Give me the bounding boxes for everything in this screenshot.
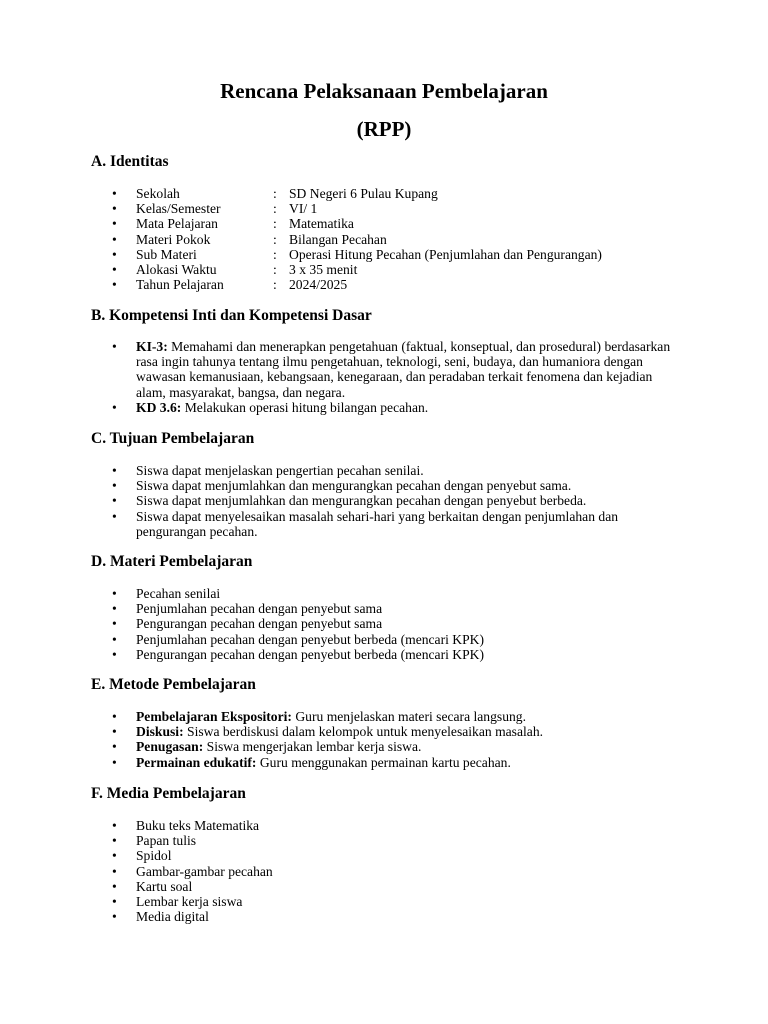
identity-colon: : bbox=[273, 231, 277, 247]
list-item: • Media digital bbox=[91, 909, 681, 924]
list-item: • Buku teks Matematika bbox=[91, 818, 681, 833]
identity-colon: : bbox=[273, 201, 277, 217]
identity-label: • Sub Materi bbox=[136, 246, 197, 262]
identity-colon: : bbox=[273, 262, 277, 278]
identity-colon: : bbox=[273, 277, 277, 293]
item-text: Memahami dan menerapkan pengetahuan (faktual, konseptual, dan prosedural) berdasarkan rasa ingin tahunya tentang ilmu pengetahuan, teknologi, seni, budaya, dan humaniora dengan wawasan kemanusiaan, kebangsaan, kenegaraan, dan peradaban terkait fenomena dan kejadian alam, masyarakat, bangsa, dan negara. bbox=[136, 339, 671, 400]
identity-value: 2024/2025 bbox=[289, 277, 348, 293]
section-heading: C. Tujuan Pembelajaran bbox=[91, 430, 255, 447]
identity-colon: : bbox=[273, 216, 277, 232]
identity-colon: : bbox=[273, 186, 277, 201]
identity-label: • Tahun Pelajaran bbox=[136, 277, 224, 293]
list-item bbox=[91, 262, 681, 277]
metode-list bbox=[91, 709, 691, 770]
section-metode bbox=[91, 675, 691, 770]
item-text: Guru menjelaskan materi secara langsung. bbox=[291, 709, 526, 724]
list-item: • Kartu soal bbox=[91, 879, 681, 894]
item-label: Diskusi: bbox=[136, 724, 184, 740]
list-item bbox=[91, 247, 681, 262]
list-item: • Papan tulis bbox=[91, 833, 681, 848]
item-label: Permainan edukatif: bbox=[136, 754, 257, 770]
list-item bbox=[91, 339, 681, 400]
item-label: KI-3: bbox=[136, 339, 168, 354]
section-tujuan bbox=[91, 429, 691, 539]
item-label: Pembelajaran Ekspositori: bbox=[136, 709, 292, 724]
section-materi bbox=[91, 552, 691, 662]
list-item: • Pengurangan pecahan dengan penyebut berbeda (mencari KPK) bbox=[91, 647, 681, 662]
list-item bbox=[91, 216, 681, 231]
document-subtitle: (RPP) bbox=[356, 117, 412, 141]
item-label: KD 3.6: bbox=[136, 399, 182, 415]
section-heading: B. Kompetensi Inti dan Kompetensi Dasar bbox=[91, 307, 372, 324]
identity-label: • Sekolah bbox=[136, 186, 180, 201]
document-title: Rencana Pelaksanaan Pembelajaran bbox=[220, 79, 548, 103]
list-item: • Penjumlahan pecahan dengan penyebut berbeda (mencari KPK) bbox=[91, 632, 681, 647]
materi-list bbox=[91, 586, 691, 662]
list-item: • Lembar kerja siswa bbox=[91, 894, 681, 909]
list-item: • Siswa dapat menjumlahkan dan mengurangkan pecahan dengan penyebut sama. bbox=[91, 478, 681, 493]
identity-label: • Mata Pelajaran bbox=[136, 216, 218, 232]
media-list bbox=[91, 818, 691, 924]
list-item: • Siswa dapat menjelaskan pengertian pecahan senilai. bbox=[91, 463, 681, 478]
list-item: • Siswa dapat menyelesaikan masalah sehari-hari yang berkaitan dengan penjumlahan dan pengurangan pecahan. bbox=[91, 509, 681, 539]
list-item bbox=[91, 186, 681, 201]
identity-value: 3 x 35 menit bbox=[289, 262, 358, 278]
item-text: Guru menggunakan permainan kartu pecahan. bbox=[256, 754, 511, 770]
list-item bbox=[91, 232, 681, 247]
list-item: • Siswa dapat menjumlahkan dan mengurangkan pecahan dengan penyebut berbeda. bbox=[91, 493, 681, 508]
item-text: Siswa mengerjakan lembar kerja siswa. bbox=[203, 739, 422, 755]
kompetensi-list bbox=[91, 339, 691, 415]
list-item: • Penjumlahan pecahan dengan penyebut sama bbox=[91, 601, 681, 616]
identity-list bbox=[91, 186, 691, 292]
section-heading: F. Media Pembelajaran bbox=[91, 785, 246, 802]
identity-value: VI/ 1 bbox=[289, 201, 318, 217]
identity-label: • Alokasi Waktu bbox=[136, 262, 217, 278]
section-kompetensi bbox=[91, 306, 691, 415]
item-text: Siswa berdiskusi dalam kelompok untuk menyelesaikan masalah. bbox=[183, 724, 544, 740]
list-item bbox=[91, 400, 681, 415]
section-heading: D. Materi Pembelajaran bbox=[91, 553, 253, 570]
identity-label: • Kelas/Semester bbox=[136, 201, 221, 217]
section-heading: E. Metode Pembelajaran bbox=[91, 676, 256, 693]
identity-value: SD Negeri 6 Pulau Kupang bbox=[289, 186, 438, 201]
identity-label: • Materi Pokok bbox=[136, 231, 211, 247]
identity-colon: : bbox=[273, 246, 277, 262]
list-item bbox=[91, 277, 681, 292]
list-item: • Pecahan senilai bbox=[91, 586, 681, 601]
list-item bbox=[91, 201, 681, 216]
item-text: Melakukan operasi hitung bilangan pecahan. bbox=[181, 399, 429, 415]
section-heading: A. Identitas bbox=[91, 153, 169, 170]
item-label: Penugasan: bbox=[136, 739, 204, 755]
identity-value: Operasi Hitung Pecahan (Penjumlahan dan Pengurangan) bbox=[289, 246, 602, 262]
list-item bbox=[91, 739, 681, 754]
tujuan-list bbox=[91, 463, 691, 539]
list-item bbox=[91, 724, 681, 739]
identity-value: Bilangan Pecahan bbox=[289, 231, 387, 247]
list-item bbox=[91, 709, 681, 724]
list-item: • Gambar-gambar pecahan bbox=[91, 864, 681, 879]
section-media bbox=[91, 784, 691, 924]
identity-value: Matematika bbox=[289, 216, 354, 232]
list-item: • Pengurangan pecahan dengan penyebut sama bbox=[91, 616, 681, 631]
section-identitas bbox=[91, 152, 691, 292]
list-item bbox=[91, 755, 681, 770]
list-item: • Spidol bbox=[91, 848, 681, 863]
